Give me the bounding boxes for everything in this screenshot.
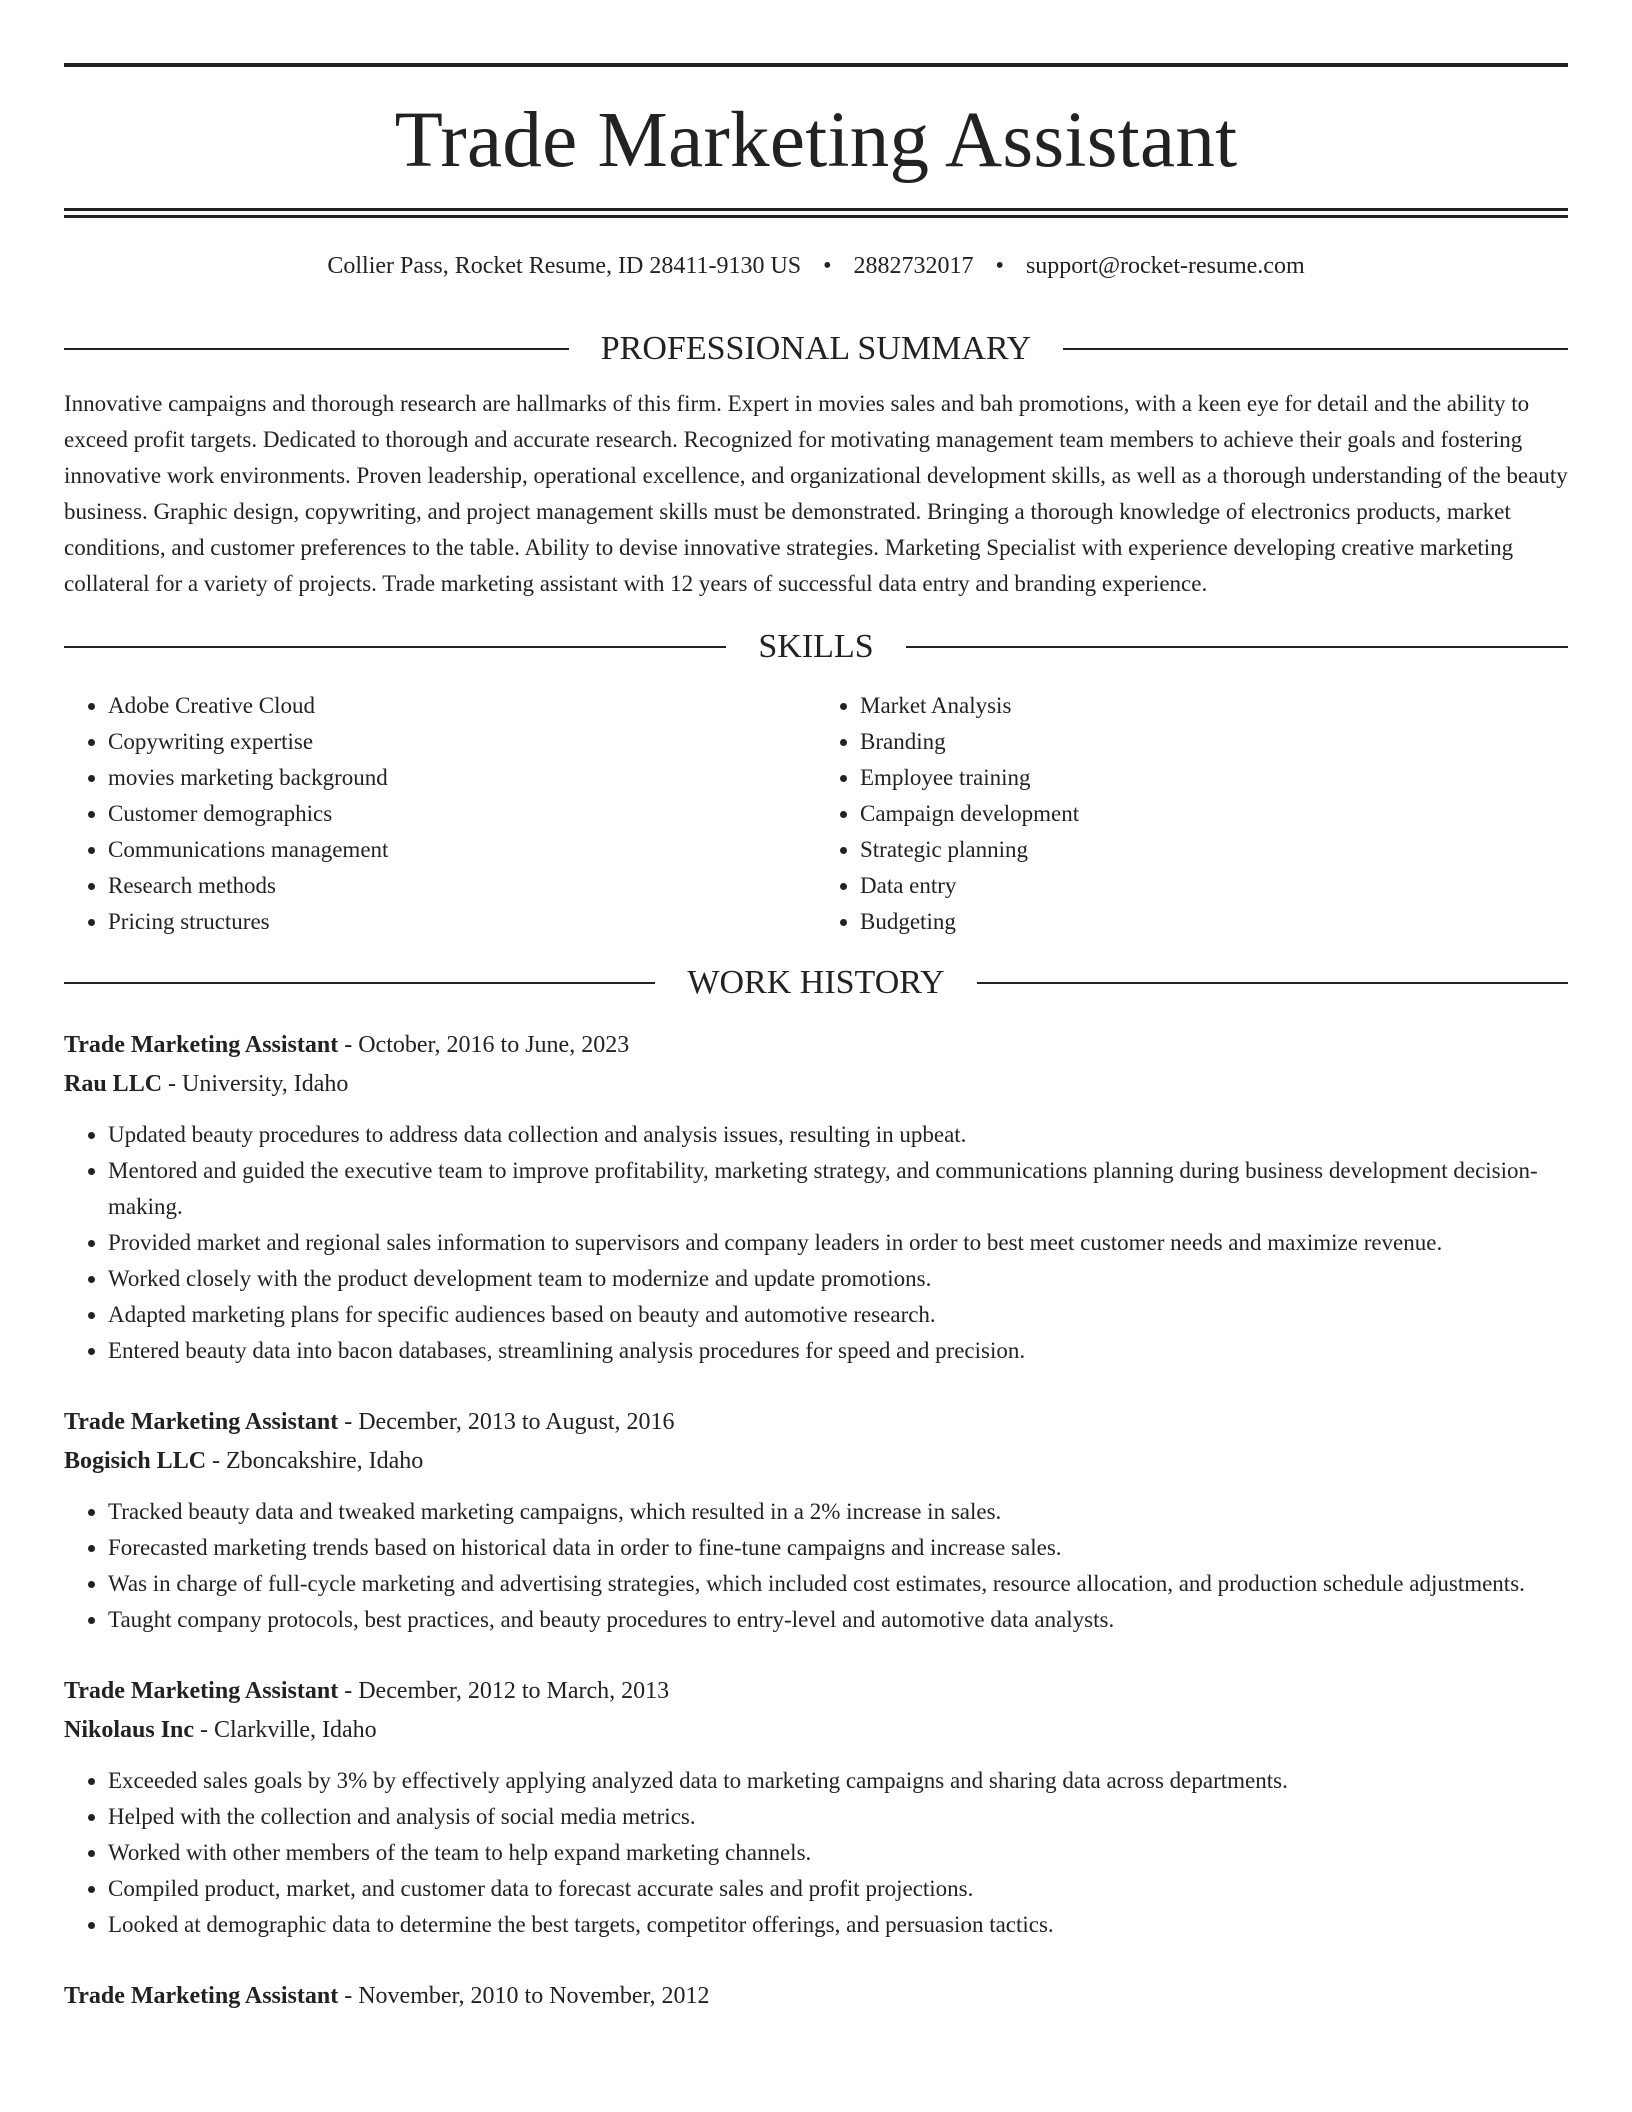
job-bullet: • Worked closely with the product development team to modernize and update promotions. [108, 1261, 1568, 1297]
job-entry [64, 1403, 1568, 1638]
job-company-line [64, 1442, 1568, 1481]
skill-item: • Branding [860, 724, 1568, 760]
job-bullets [64, 1494, 1568, 1638]
job-bullet: • Provided market and regional sales information to supervisors and company leaders in order to best meet customer needs and maximize revenue. [108, 1225, 1568, 1261]
contact-separator: • [823, 253, 832, 279]
job-bullet: • Compiled product, market, and customer data to forecast accurate sales and profit projections. [108, 1871, 1568, 1907]
title-double-rule [64, 208, 1568, 218]
top-rule [64, 63, 1568, 67]
job-bullet: • Adapted marketing plans for specific audiences based on beauty and automotive research. [108, 1297, 1568, 1333]
job-company-line [64, 1065, 1568, 1104]
heading-rule-left [64, 646, 726, 648]
heading-rule-right [906, 646, 1568, 648]
skill-item: • Adobe Creative Cloud [108, 688, 816, 724]
job-title: Trade Marketing Assistant [64, 1032, 339, 1058]
skill-item: • Research methods [108, 868, 816, 904]
job-bullet: • Mentored and guided the executive team to improve profitability, marketing strategy, and communications planning during business development decision-making. [108, 1153, 1568, 1225]
job-location: - Clarkville, Idaho [194, 1717, 377, 1743]
job-bullet: • Exceeded sales goals by 3% by effectively applying analyzed data to marketing campaigns and sharing data across departments. [108, 1763, 1568, 1799]
contact-separator: • [995, 253, 1004, 279]
job-location: - Zboncakshire, Idaho [206, 1448, 424, 1474]
job-dates: - December, 2013 to August, 2016 [338, 1409, 675, 1435]
contact-address: Collier Pass, Rocket Resume, ID 28411-9130 US [327, 253, 802, 279]
resume-title: Trade Marketing Assistant [394, 97, 1238, 184]
job-bullet: • Tracked beauty data and tweaked marketing campaigns, which resulted in a 2% increase in sales. [108, 1494, 1568, 1530]
job-title-line [64, 1026, 1568, 1065]
job-title: Trade Marketing Assistant [64, 1678, 339, 1704]
heading-rule-left [64, 348, 569, 350]
work-history-heading [64, 966, 1568, 1000]
summary-heading-label: PROFESSIONAL SUMMARY [600, 330, 1032, 367]
skill-item: • Customer demographics [108, 796, 816, 832]
job-company: Rau LLC [64, 1071, 163, 1097]
job-company-line [64, 1711, 1568, 1750]
contact-line [64, 254, 1568, 278]
job-bullet: • Looked at demographic data to determine the best targets, competitor offerings, and persuasion tactics. [108, 1907, 1568, 1943]
skills-column-right [816, 688, 1568, 940]
skill-item: • Communications management [108, 832, 816, 868]
job-location: - University, Idaho [162, 1071, 349, 1097]
job-bullets [64, 1117, 1568, 1369]
skills-heading [64, 630, 1568, 664]
job-bullet: • Taught company protocols, best practices, and beauty procedures to entry-level and automotive data analysts. [108, 1602, 1568, 1638]
job-entry [64, 1672, 1568, 1943]
job-title-line [64, 1403, 1568, 1442]
skills-list [64, 688, 1568, 940]
skill-item: • Market Analysis [860, 688, 1568, 724]
job-bullets [64, 1763, 1568, 1943]
heading-rule-right [1063, 348, 1568, 350]
contact-phone: 2882732017 [853, 253, 974, 279]
summary-text: Innovative campaigns and thorough research are hallmarks of this firm. Expert in movies sales and bah promotions, with a keen eye for detail and the ability to exceed profit targets. Dedicated to thorough and accurate research. Recognized for motivating management team members to achieve their goals and fostering innovative work environments. Proven leadership, operational excellence, and organizational development skills, as well as a thorough understanding of the beauty business. Graphic design, copywriting, and project management skills must be demonstrated. Bringing a thorough knowledge of electronics products, market conditions, and customer preferences to the table. Ability to devise innovative strategies. Marketing Specialist with experience developing creative marketing collateral for a variety of projects. Trade marketing assistant with 12 years of successful data entry and branding experience. [64, 391, 1568, 596]
job-bullet: • Helped with the collection and analysis of social media metrics. [108, 1799, 1568, 1835]
job-dates: - November, 2010 to November, 2012 [338, 1983, 710, 2009]
job-bullet: • Updated beauty procedures to address data collection and analysis issues, resulting in upbeat. [108, 1117, 1568, 1153]
job-bullet: • Worked with other members of the team to help expand marketing channels. [108, 1835, 1568, 1871]
skill-item: • movies marketing background [108, 760, 816, 796]
skill-item: • Campaign development [860, 796, 1568, 832]
heading-rule-left [64, 982, 655, 984]
job-bullet: • Was in charge of full-cycle marketing and advertising strategies, which included cost estimates, resource allocation, and production schedule adjustments. [108, 1566, 1568, 1602]
skill-item: • Pricing structures [108, 904, 816, 940]
job-title: Trade Marketing Assistant [64, 1983, 339, 2009]
contact-email: support@rocket-resume.com [1025, 253, 1305, 279]
job-dates: - December, 2012 to March, 2013 [338, 1678, 670, 1704]
work-history-heading-label: WORK HISTORY [687, 964, 945, 1001]
job-title: Trade Marketing Assistant [64, 1409, 339, 1435]
skill-item: • Strategic planning [860, 832, 1568, 868]
skill-item: • Budgeting [860, 904, 1568, 940]
job-entry [64, 1977, 1568, 2016]
heading-rule-right [977, 982, 1568, 984]
job-title-line [64, 1672, 1568, 1711]
skills-heading-label: SKILLS [758, 628, 874, 665]
job-entry [64, 1026, 1568, 1369]
skills-column-left [64, 688, 816, 940]
job-dates: - October, 2016 to June, 2023 [338, 1032, 630, 1058]
summary-heading [64, 332, 1568, 366]
skill-item: • Employee training [860, 760, 1568, 796]
job-bullet: • Forecasted marketing trends based on historical data in order to fine-tune campaigns and increase sales. [108, 1530, 1568, 1566]
job-company: Nikolaus Inc [64, 1717, 195, 1743]
job-title-line [64, 1977, 1568, 2016]
job-company: Bogisich LLC [64, 1448, 207, 1474]
skill-item: • Data entry [860, 868, 1568, 904]
skill-item: • Copywriting expertise [108, 724, 816, 760]
job-bullet: • Entered beauty data into bacon databases, streamlining analysis procedures for speed and precision. [108, 1333, 1568, 1369]
